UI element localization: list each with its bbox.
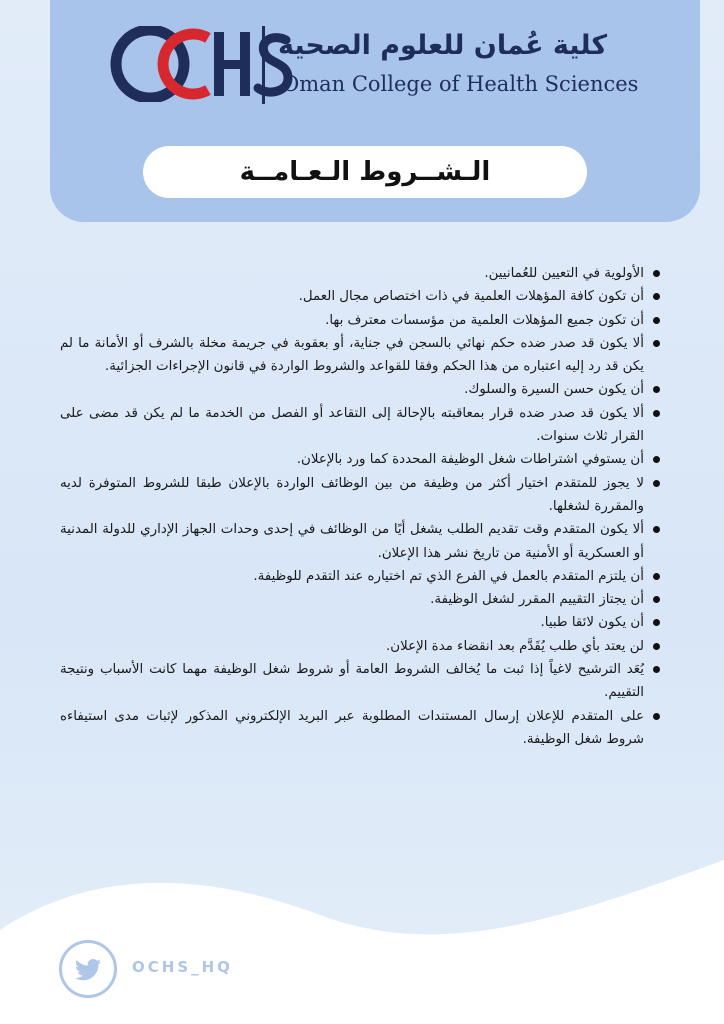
- college-name-en: Oman College of Health Sciences: [282, 72, 639, 96]
- twitter-link[interactable]: [59, 940, 117, 998]
- list-item: أن يلتزم المتقدم بالعمل في الفرع الذي تم اختياره عند التقدم للوظيفة.: [60, 565, 660, 588]
- list-item: ألا يكون قد صدر ضده حكم نهائي بالسجن في جناية، أو بعقوبة في جريمة مخلة بالشرف أو الأمانة ما لم يكن قد رد إليه اعتباره من هذا الحكم وفقا للقواعد والشروط الواردة في قانون الإجراءات الجزائية.: [60, 332, 660, 379]
- list-item: ألا يكون المتقدم وقت تقديم الطلب يشغل أيًا من الوظائف في إحدى وحدات الجهاز الإداري للدولة المدنية أو العسكرية أو الأمنية من تاريخ نشر هذا الإعلان.: [60, 518, 660, 565]
- list-item: أن تكون جميع المؤهلات العلمية من مؤسسات معترف بها.: [60, 309, 660, 332]
- list-item: الأولوية في التعيين للعُمانيين.: [60, 262, 660, 285]
- list-item: لن يعتد بأي طلب يُقَدَّم بعد انقضاء مدة الإعلان.: [60, 635, 660, 658]
- twitter-icon: [73, 954, 103, 984]
- college-name-ar: كلية عُمان للعلوم الصحية: [278, 30, 608, 61]
- list-item: أن يستوفي اشتراطات شغل الوظيفة المحددة كما ورد بالإعلان.: [60, 448, 660, 471]
- list-item: يُعَد الترشيح لاغياً إذا ثبت ما يُخالف الشروط العامة أو شروط شغل الوظيفة مهما كانت الأسباب ونتيجة التقييم.: [60, 658, 660, 705]
- list-item: أن تكون كافة المؤهلات العلمية في ذات اختصاص مجال العمل.: [60, 285, 660, 308]
- twitter-handle[interactable]: OCHS_HQ: [132, 958, 233, 976]
- list-item: لا يجوز للمتقدم اختيار أكثر من وظيفة من بين الوظائف الواردة بالإعلان طبقا للشروط المتوفرة لديه والمقررة لشغلها.: [60, 472, 660, 519]
- logo-divider: [262, 26, 265, 104]
- list-item: على المتقدم للإعلان إرسال المستندات المطلوبة عبر البريد الإلكتروني المذكور لإثبات مدى استيفاءه شروط شغل الوظيفة.: [60, 705, 660, 752]
- conditions-list: [60, 262, 674, 751]
- list-item: ألا يكون قد صدر ضده قرار بمعاقبته بالإحالة إلى التقاعد أو الفصل من الخدمة ما لم يكن قد مضى على القرار ثلاث سنوات.: [60, 402, 660, 449]
- footer-wave: [0, 860, 724, 1024]
- header-panel: [50, 0, 700, 222]
- college-logo: [50, 0, 700, 120]
- page-title: الـشــروط الـعـامــة: [143, 146, 587, 198]
- list-item: أن يكون حسن السيرة والسلوك.: [60, 378, 660, 401]
- list-item: أن يكون لائقا طبيا.: [60, 611, 660, 634]
- list-item: أن يجتاز التقييم المقرر لشغل الوظيفة.: [60, 588, 660, 611]
